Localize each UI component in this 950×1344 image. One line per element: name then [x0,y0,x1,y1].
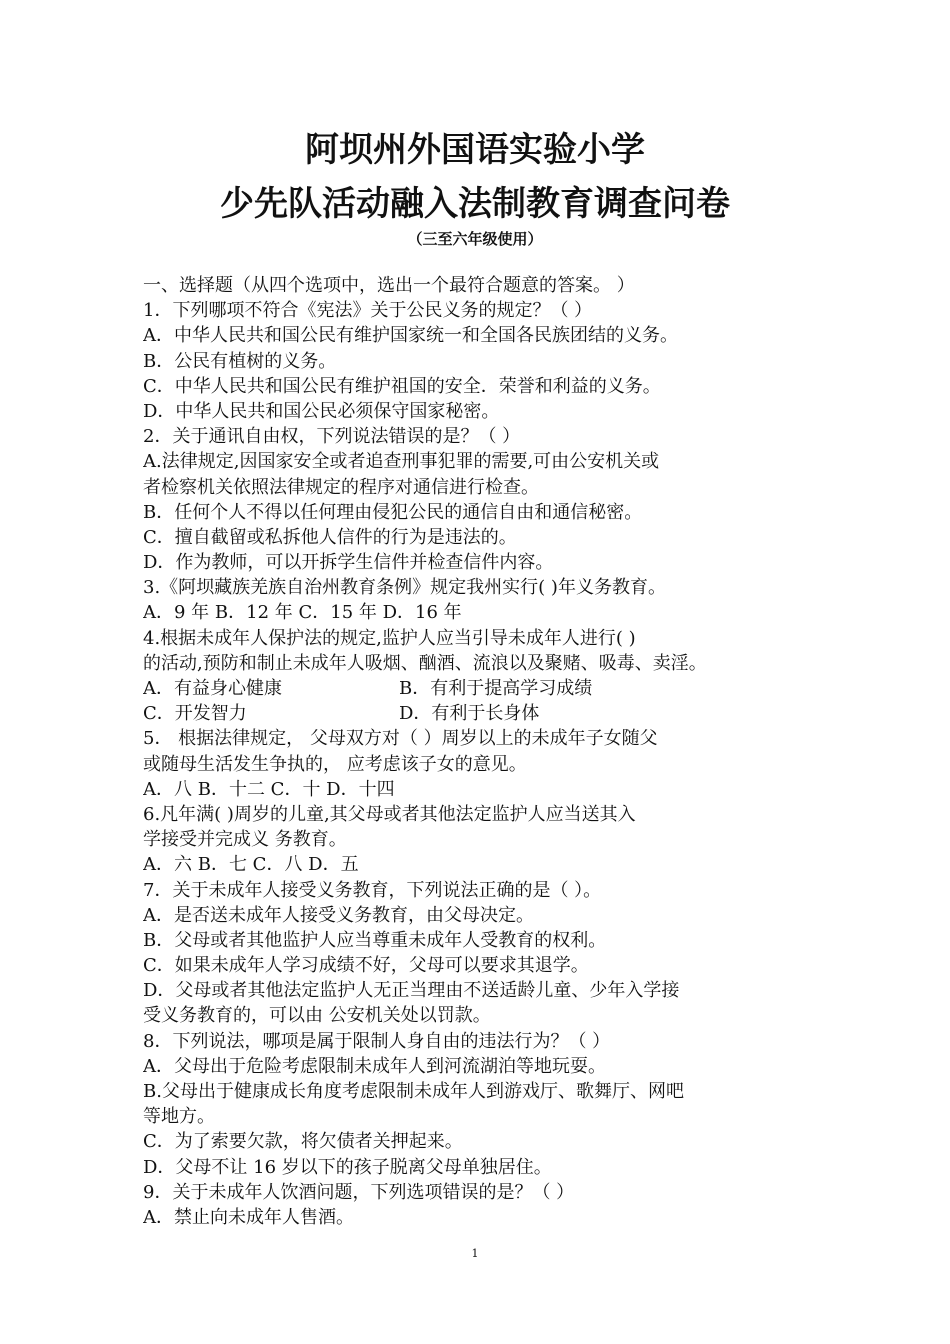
question-9-stem: 9．关于未成年人饮酒问题，下列选项错误的是？（ ） [143,1181,575,1203]
question-6-stem-line2: 学接受并完成义 务教育。 [143,829,347,851]
question-7-option-d-line2: 受义务教育的，可以由 公安机关处以罚款。 [143,1005,491,1027]
question-2-option-b: B．任何个人不得以任何理由侵犯公民的通信自由和通信秘密。 [143,501,643,523]
question-5-options: A．八 B．十二 C．十 D．十四 [143,778,395,800]
section-heading: 一、选择题（从四个选项中，选出一个最符合题意的答案。 ） [143,275,635,296]
question-8-option-b-line2: 等地方。 [143,1106,215,1128]
document-title-survey: 少先队活动融入法制教育调查问卷 [220,184,730,224]
question-4-option-c: C．开发智力 [143,703,247,725]
document-subtitle: （三至六年级使用） [407,230,543,248]
page-number: 1 [471,1247,479,1260]
question-4-option-a: A．有益身心健康 [143,678,282,699]
question-4-options-row2 [143,701,813,726]
question-4-options-row1 [143,676,813,701]
question-4-option-b: B．有利于提高学习成绩 [399,678,593,699]
question-8-option-d: D．父母不让 16 岁以下的孩子脱离父母单独居住。 [143,1156,552,1178]
question-2-option-c: C．擅自截留或私拆他人信件的行为是违法的。 [143,526,517,548]
question-1-option-c: C．中华人民共和国公民有维护祖国的安全．荣誉和利益的义务。 [143,375,661,397]
document-title-school: 阿坝州外国语实验小学 [305,130,645,170]
question-8-option-b-line1: B.父母出于健康成长角度考虑限制未成年人到游戏厅、歌舞厅、网吧 [143,1081,684,1102]
question-1-option-d: D．中华人民共和国公民必须保守国家秘密。 [143,400,500,422]
question-2-option-d: D．作为教师，可以开拆学生信件并检查信件内容。 [143,552,554,574]
question-4-option-d: D．有利于长身体 [399,703,540,725]
question-5-stem-line2: 或随母生活发生争执的， 应考虑该子女的意见。 [143,753,527,775]
question-9-option-a: A．禁止向未成年人售酒。 [143,1206,354,1228]
question-7-option-b: B．父母或者其他监护人应当尊重未成年人受教育的权利。 [143,929,607,951]
question-7-option-c: C．如果未成年人学习成绩不好，父母可以要求其退学。 [143,955,589,977]
question-4-stem-line2: 的活动,预防和制止未成年人吸烟、酗酒、流浪以及聚赌、吸毒、卖淫。 [143,652,707,674]
question-2-option-a-line2: 者检察机关依照法律规定的程序对通信进行检查。 [143,476,539,498]
question-6-options: A．六 B．七 C．八 D．五 [143,854,359,876]
question-8-option-c: C．为了索要欠款，将欠债者关押起来。 [143,1131,463,1153]
question-3-stem: 3.《阿坝藏族羌族自治州教育条例》规定我州实行( )年义务教育。 [143,577,666,599]
question-5-stem-line1: 5． 根据法律规定， 父母双方对（ ）周岁以上的未成年子女随父 [143,728,658,750]
question-2-option-a-line1: A.法律规定,因国家安全或者追查刑事犯罪的需要,可由公安机关或 [143,451,660,473]
question-1-option-a: A．中华人民共和国公民有维护国家统一和全国各民族团结的义务。 [143,325,678,347]
question-3-options: A．9 年 B．12 年 C．15 年 D．16 年 [143,602,462,624]
question-body [143,273,813,1230]
question-4-stem-line1: 4.根据未成年人保护法的规定,监护人应当引导未成年人进行( ) [143,627,636,649]
question-1-stem: 1．下列哪项不符合《宪法》关于公民义务的规定？（ ） [143,300,593,322]
question-7-stem: 7．关于未成年人接受义务教育，下列说法正确的是（ ）。 [143,879,602,901]
question-6-stem-line1: 6.凡年满( )周岁的儿童,其父母或者其他法定监护人应当送其入 [143,803,636,825]
question-1-option-b: B．公民有植树的义务。 [143,350,337,372]
question-2-stem: 2．关于通讯自由权，下列说法错误的是？（ ） [143,426,521,448]
question-7-option-a: A．是否送未成年人接受义务教育，由父母决定。 [143,904,534,926]
question-8-option-a: A．父母出于危险考虑限制未成年人到河流湖泊等地玩耍。 [143,1055,606,1077]
question-7-option-d-line1: D．父母或者其他法定监护人无正当理由不送适龄儿童、少年入学接 [143,980,680,1002]
question-8-stem: 8．下列说法，哪项是属于限制人身自由的违法行为？（ ） [143,1030,611,1052]
